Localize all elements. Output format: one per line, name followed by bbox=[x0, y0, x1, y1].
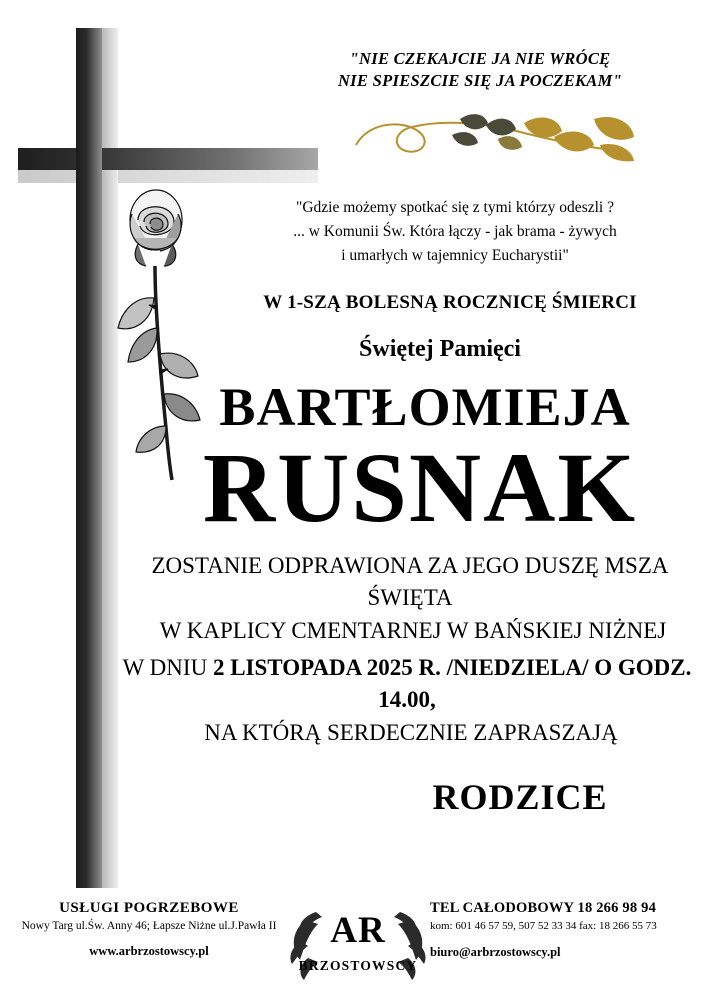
eucharist-quote-line-1: "Gdzie możemy spotkać się z tymi którzy odeszli ? bbox=[296, 199, 614, 216]
mass-line-1: ZOSTANIE ODPRAWIONA ZA JEGO DUSZĘ MSZA ŚWIĘTA bbox=[151, 552, 669, 611]
footer-email-link[interactable]: biuro@arbrzostowscy.pl bbox=[430, 945, 561, 959]
eucharist-quote bbox=[110, 196, 700, 268]
top-quote-line-2: NIE SPIESZCIE SIĘ JA POCZEKAM" bbox=[337, 71, 623, 91]
deceased-first-name: BARTŁOMIEJA bbox=[219, 377, 631, 438]
top-quote bbox=[270, 48, 690, 93]
mass-date-prefix: W DNIU bbox=[122, 654, 208, 680]
signature: RODZICE bbox=[432, 776, 608, 817]
footer bbox=[0, 890, 710, 986]
footer-phone-extra: kom: 601 46 57 59, 507 52 33 34 fax: 18 266 55 73 bbox=[430, 920, 657, 932]
logo-monogram: AR bbox=[330, 910, 386, 951]
mass-line-2: W KAPLICY CMENTARNEJ W BAŃSKIEJ NIŻNEJ bbox=[159, 618, 667, 644]
anniversary-heading: W 1-SZĄ BOLESNĄ ROCZNICĘ ŚMIERCI bbox=[263, 292, 637, 314]
footer-website-link[interactable]: www.arbrzostowscy.pl bbox=[89, 944, 209, 958]
footer-services bbox=[4, 900, 294, 959]
footer-phone-title: TEL CAŁODOBOWY 18 266 98 94 bbox=[430, 900, 657, 916]
eucharist-quote-line-2: ... w Komunii Św. Która łączy - jak brama - żywych bbox=[293, 223, 617, 241]
footer-services-title: USŁUGI POGRZEBOWE bbox=[59, 900, 239, 916]
logo-company-name: BRZOSTOWSCY bbox=[298, 958, 418, 973]
cross-vertical-bar bbox=[76, 28, 102, 888]
top-quote-line-1: "NIE CZEKAJCIE JA NIE WRÓCĘ bbox=[349, 49, 611, 68]
mass-details bbox=[110, 550, 700, 648]
memory-label: Świętej Pamięci bbox=[359, 336, 521, 363]
company-logo bbox=[278, 890, 438, 986]
leaf-ornament-icon bbox=[348, 105, 648, 167]
mass-invite-line: NA KTÓRĄ SERDECZNIE ZAPRASZAJĄ bbox=[204, 720, 618, 746]
deceased-surname: RUSNAK bbox=[202, 431, 638, 543]
mass-date-line bbox=[110, 652, 700, 717]
memorial-content bbox=[110, 196, 700, 818]
footer-contact bbox=[430, 900, 706, 960]
mass-date-value: 2 LISTOPADA 2025 R. /NIEDZIELA/ O GODZ. 14.00, bbox=[212, 654, 692, 713]
eucharist-quote-line-3: i umarłych w tajemnicy Eucharystii" bbox=[341, 247, 569, 265]
cross-horizontal-bar bbox=[18, 148, 318, 170]
footer-services-address: Nowy Targ ul.Św. Anny 46; Łapsze Niżne ul.J.Pawła II bbox=[21, 920, 277, 932]
